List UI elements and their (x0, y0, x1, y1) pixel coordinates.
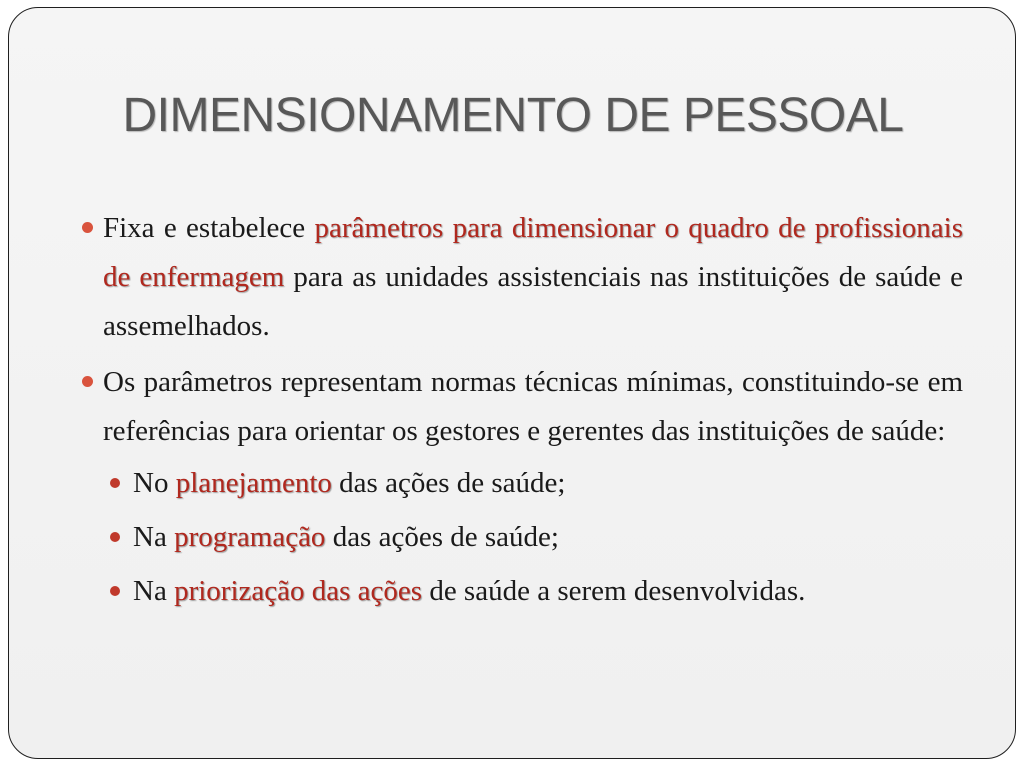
sub-bullet-dot-icon (110, 586, 120, 596)
bullet-dot-icon (82, 222, 93, 233)
highlighted-text: priorização das ações (174, 575, 423, 607)
sub-bullet-dot-icon (110, 532, 120, 542)
sub-bullet-text: Na (133, 575, 175, 607)
slide-body (103, 204, 963, 618)
sub-bullet-item (133, 510, 963, 564)
slide (8, 7, 1016, 759)
bullet-item (103, 204, 963, 351)
bullet-dot-icon (82, 376, 93, 387)
sub-bullet-text: No (133, 467, 176, 499)
sub-bullet-text: das ações de saúde; (331, 467, 566, 499)
sub-bullet-text: de saúde a serem desenvolvidas. (422, 575, 806, 607)
sub-bullet-text: Na (133, 521, 175, 553)
bullet-item (103, 358, 963, 456)
sub-bullet-item (133, 564, 963, 618)
slide-title: DIMENSIONAMENTO DE PESSOAL (122, 89, 904, 142)
highlighted-text: programação (174, 521, 326, 553)
highlighted-text: planejamento (175, 467, 332, 499)
sub-bullet-text: das ações de saúde; (325, 521, 559, 553)
sub-bullet-item (133, 456, 963, 510)
bullet-text: Os parâmetros representam normas técnicas mínimas, constituindo-se em referências para orientar os gestores e gerentes das instituições de saúde: (103, 366, 963, 447)
sub-bullet-dot-icon (110, 478, 120, 488)
bullet-text: para as unidades assistenciais nas instituições de saúde e assemelhados. (103, 261, 963, 342)
highlighted-text: parâmetros para dimensionar o quadro de profissionais de enfermagem (103, 212, 964, 293)
bullet-text: Fixa e estabelece (103, 212, 315, 244)
